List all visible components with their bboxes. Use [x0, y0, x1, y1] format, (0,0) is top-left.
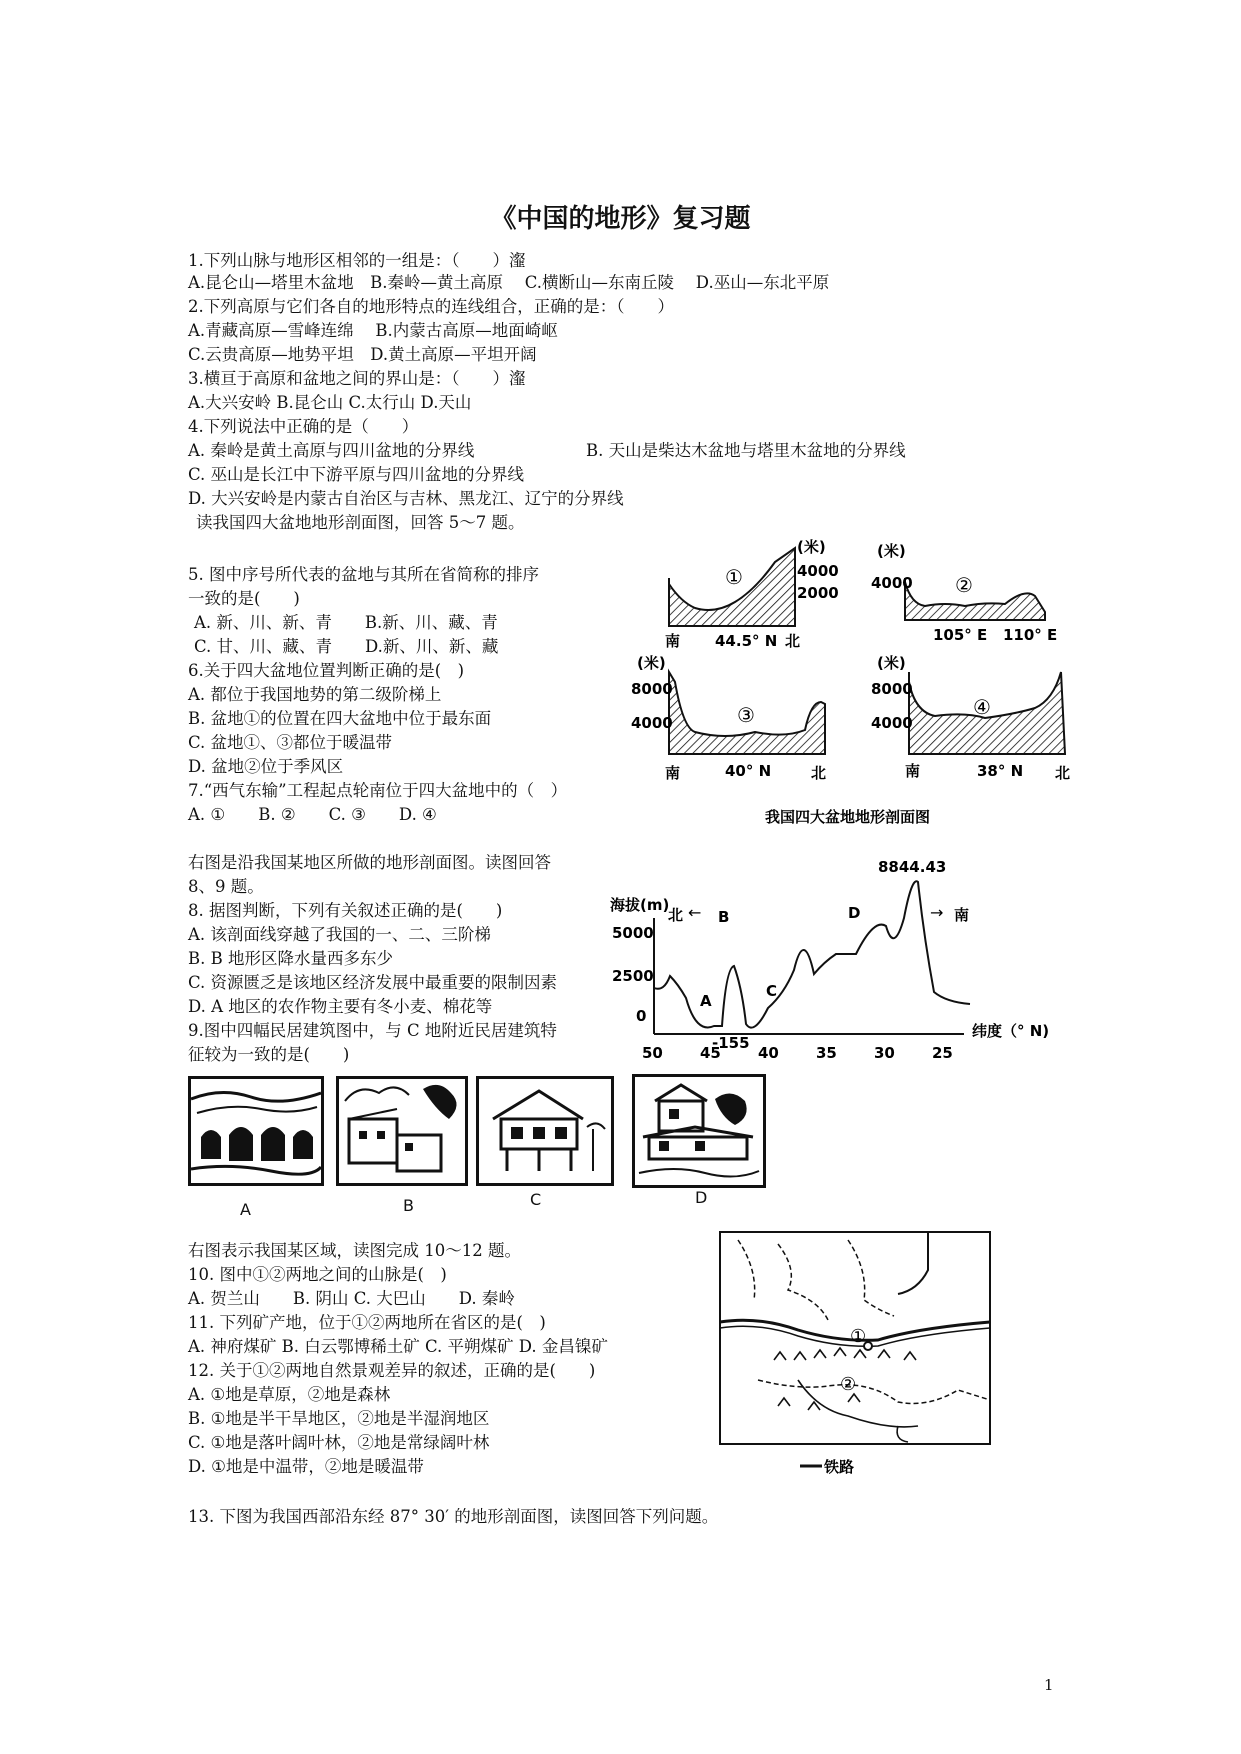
- q10-stem: 10. 图中①②两地之间的山脉是( ): [188, 1265, 447, 1284]
- basin-3-latitude: 40° N: [725, 762, 772, 780]
- q12-option-b: B. ①地是半干旱地区，②地是半湿润地区: [188, 1409, 490, 1428]
- section-y-tick-2500: 2500: [612, 967, 654, 985]
- house-image-d: [632, 1074, 766, 1188]
- q8-option-a: A. 该剖面线穿越了我国的一、二、三阶梯: [188, 925, 491, 944]
- basin-profile-2: [905, 578, 1045, 620]
- basin-4-unit: (米): [877, 654, 906, 672]
- basin-3-unit: (米): [637, 654, 666, 672]
- q6-option-d: D. 盆地②位于季风区: [188, 757, 344, 776]
- basin-1-left: 南: [665, 632, 681, 650]
- basin-2-y-hi: 4000: [871, 574, 913, 592]
- basin-4-y-hi: 8000: [871, 680, 913, 698]
- house-label-d: D: [695, 1188, 708, 1207]
- q13-stem: 13. 下图为我国西部沿东经 87° 30′ 的地形剖面图，读图回答下列问题。: [188, 1507, 719, 1526]
- basin-1-number: ①: [725, 565, 743, 589]
- section-y-label: 海拔(m): [610, 896, 670, 914]
- section-x-tick-45: 45: [700, 1044, 721, 1062]
- q6-option-b: B. 盆地①的位置在四大盆地中位于最东面: [188, 709, 492, 728]
- terrain-section-figure: [604, 858, 1074, 1064]
- q12-stem: 12. 关于①②两地自然景观差异的叙述，正确的是( ): [188, 1361, 596, 1380]
- house-image-b: [336, 1076, 468, 1186]
- section-peak-label: 8844.43: [878, 858, 947, 876]
- section-y-tick-0: 0: [636, 1007, 647, 1025]
- section-south-label: 南: [954, 906, 970, 924]
- section-x-tick-25: 25: [932, 1044, 953, 1062]
- basin-3-left: 南: [665, 764, 681, 782]
- basin-4-left: 南: [905, 762, 921, 780]
- map-legend-label: 铁路: [824, 1458, 855, 1476]
- house-image-c: [476, 1076, 614, 1186]
- q4-stem: 4.下列说法中正确的是（ ）: [188, 417, 419, 436]
- basin-1-y-lo: 2000: [797, 584, 839, 602]
- section-x-tick-40: 40: [758, 1044, 779, 1062]
- house-image-a: [188, 1076, 324, 1186]
- basin-1-right: 北: [785, 632, 801, 650]
- q4-option-a: A. 秦岭是黄土高原与四川盆地的分界线: [188, 441, 475, 460]
- q12-option-d: D. ①地是中温带，②地是暖温带: [188, 1457, 424, 1476]
- house-label-c: C: [530, 1190, 542, 1209]
- q6-option-c: C. 盆地①、③都位于暖温带: [188, 733, 393, 752]
- q7-options: A. ① B. ② C. ③ D. ④: [188, 805, 437, 824]
- q4-option-d: D. 大兴安岭是内蒙古自治区与吉林、黑龙江、辽宁的分界线: [188, 489, 624, 508]
- stilt-house-icon: [479, 1079, 611, 1183]
- q10-options: A. 贺兰山 B. 阴山 C. 大巴山 D. 秦岭: [188, 1289, 515, 1308]
- basin-1-latitude: 44.5° N: [715, 632, 778, 650]
- basin-4-number: ④: [973, 695, 991, 719]
- basin-4-latitude: 38° N: [977, 762, 1024, 780]
- south-arrow-icon: →: [930, 903, 944, 922]
- intro-10-12: 右图表示我国某区域，读图完成 10～12 题。: [188, 1241, 521, 1260]
- q8-option-b: B. B 地形区降水量西多东少: [188, 949, 393, 968]
- basin-profile-figure: [625, 532, 1075, 832]
- map-mark-2: ②: [840, 1374, 857, 1395]
- basin-2-number: ②: [955, 573, 973, 597]
- basin-3-y-lo: 4000: [631, 714, 673, 732]
- basin-3-y-hi: 8000: [631, 680, 673, 698]
- section-x-label: 纬度（° N): [972, 1022, 1050, 1040]
- basin-1-y-hi: 4000: [797, 562, 839, 580]
- courtyard-house-icon: [635, 1077, 763, 1185]
- basin-2-x2: 110° E: [1003, 626, 1058, 644]
- basin-3-right: 北: [811, 764, 827, 782]
- q8-stem: 8. 据图判断，下列有关叙述正确的是( ): [188, 901, 503, 920]
- q12-option-a: A. ①地是草原，②地是森林: [188, 1385, 391, 1404]
- q11-stem: 11. 下列矿产地，位于①②两地所在省区的是( ): [188, 1313, 546, 1332]
- section-x-tick-35: 35: [816, 1044, 837, 1062]
- q1-stem: 1.下列山脉与地形区相邻的一组是：（ ）瀣: [188, 251, 526, 270]
- house-label-b: B: [403, 1196, 414, 1215]
- basin-2-unit: (米): [877, 542, 906, 560]
- section-label-c: C: [766, 982, 778, 1000]
- section-label-a: A: [700, 992, 712, 1010]
- section-north-label: 北: [668, 906, 684, 924]
- q2-options-ab: A.青藏高原—雪峰连绵 B.内蒙古高原—地面崎岖: [188, 321, 558, 340]
- q5-stem-2: 一致的是( ): [188, 589, 300, 608]
- basin-2-x1: 105° E: [933, 626, 988, 644]
- q5-options-ab: A. 新、川、新、青 B.新、川、藏、青: [194, 613, 498, 632]
- section-y-tick-5000: 5000: [612, 924, 654, 942]
- q3-options: A.大兴安岭 B.昆仑山 C.太行山 D.天山: [188, 393, 472, 412]
- page-number: 1: [1044, 1676, 1054, 1694]
- q6-stem: 6.关于四大盆地位置判断正确的是( ): [188, 661, 465, 680]
- q1-options: A.昆仑山—塔里木盆地 B.秦岭—黄土高原 C.横断山—东南丘陵 D.巫山—东北平原: [188, 273, 830, 292]
- basin-4-right: 北: [1055, 764, 1071, 782]
- q9-stem-1: 9.图中四幅民居建筑图中，与 C 地附近民居建筑特: [188, 1021, 557, 1040]
- q8-option-d: D. A 地区的农作物主要有冬小麦、棉花等: [188, 997, 493, 1016]
- north-arrow-icon: ←: [688, 903, 702, 922]
- q8-option-c: C. 资源匮乏是该地区经济发展中最重要的限制因素: [188, 973, 558, 992]
- basin-1-unit: (米): [797, 538, 826, 556]
- q5-stem-1: 5. 图中序号所代表的盆地与其所在省简称的排序: [188, 565, 539, 584]
- q2-stem: 2.下列高原与它们各自的地形特点的连线组合，正确的是：（ ）: [188, 297, 674, 316]
- section-x-tick-50: 50: [642, 1044, 663, 1062]
- section-label-d: D: [848, 904, 861, 922]
- region-map-figure: [718, 1230, 998, 1482]
- basin-3-number: ③: [737, 703, 755, 727]
- basin-4-y-lo: 4000: [871, 714, 913, 732]
- house-label-a: A: [240, 1200, 251, 1219]
- basin-figure-caption: 我国四大盆地地形剖面图: [765, 808, 931, 826]
- cave-dwelling-icon: [191, 1079, 321, 1183]
- intro-8-9-line2: 8、9 题。: [188, 877, 264, 896]
- q7-stem: 7.“西气东输”工程起点轮南位于四大盆地中的（ ）: [188, 781, 568, 800]
- flat-roof-house-icon: [339, 1079, 465, 1183]
- section-x-tick-30: 30: [874, 1044, 895, 1062]
- q11-options: A. 神府煤矿 B. 白云鄂博稀土矿 C. 平朔煤矿 D. 金昌镍矿: [188, 1337, 608, 1356]
- q6-option-a: A. 都位于我国地势的第二级阶梯上: [188, 685, 442, 704]
- section-low-label: -155: [712, 1034, 750, 1052]
- q4-option-b: B. 天山是柴达木盆地与塔里木盆地的分界线: [586, 441, 906, 460]
- page-title: 《中国的地形》复习题: [490, 204, 751, 234]
- q3-stem: 3.横亘于高原和盆地之间的界山是：（ ）瀣: [188, 369, 526, 388]
- q2-options-cd: C.云贵高原—地势平坦 D.黄土高原—平坦开阔: [188, 345, 537, 364]
- intro-8-9-line1: 右图是沿我国某地区所做的地形剖面图。读图回答: [188, 853, 551, 872]
- q5-options-cd: C. 甘、川、藏、青 D.新、川、新、藏: [194, 637, 499, 656]
- intro-5-7: 读我国四大盆地地形剖面图，回答 5～7 题。: [196, 513, 525, 532]
- section-label-b: B: [718, 908, 730, 926]
- map-mark-1: ①: [850, 1326, 867, 1347]
- q9-stem-2: 征较为一致的是( ): [188, 1045, 350, 1064]
- q4-option-c: C. 巫山是长江中下游平原与四川盆地的分界线: [188, 465, 525, 484]
- q12-option-c: C. ①地是落叶阔叶林，②地是常绿阔叶林: [188, 1433, 490, 1452]
